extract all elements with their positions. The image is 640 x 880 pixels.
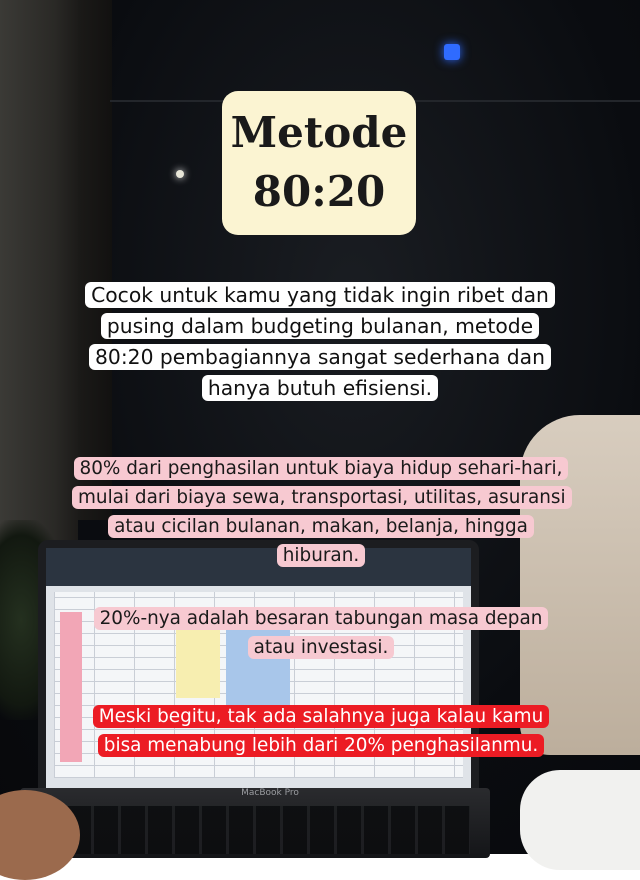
background-pillar-shadow (78, 0, 112, 520)
ceiling-light (176, 170, 184, 178)
title-line-1: Metode (230, 108, 408, 158)
face-mask (520, 770, 640, 870)
intro-text: Cocok untuk kamu yang tidak ingin ribet dan pusing dalam budgeting bulanan, metode 80:20 pembagiannya sangat sederhana dan hanya butuh efisiensi. (85, 282, 555, 401)
intro-paragraph (84, 280, 556, 404)
laptop-brand-label: MacBook Pro (241, 788, 299, 798)
background-pillar (0, 0, 78, 560)
blue-light (444, 44, 460, 60)
laptop-keyboard (40, 806, 470, 854)
title-card (222, 91, 416, 235)
title-line-2: 80:20 (252, 167, 386, 216)
point-80-block (72, 454, 570, 570)
point-20-block (76, 604, 566, 662)
point-20-text: 20%-nya adalah besaran tabungan masa depan atau investasi. (94, 607, 549, 659)
point-80-text: 80% dari penghasilan untuk biaya hidup sehari-hari, mulai dari biaya sewa, transportasi, utilitas, asuransi atau cicilan bulanan, makan, belanja, hingga hiburan. (72, 457, 572, 567)
laptop-screen (38, 540, 479, 804)
note-text: Meski begitu, tak ada salahnya juga kalau kamu bisa menabung lebih dari 20% penghasilanmu. (93, 705, 549, 757)
note-block (80, 702, 562, 760)
